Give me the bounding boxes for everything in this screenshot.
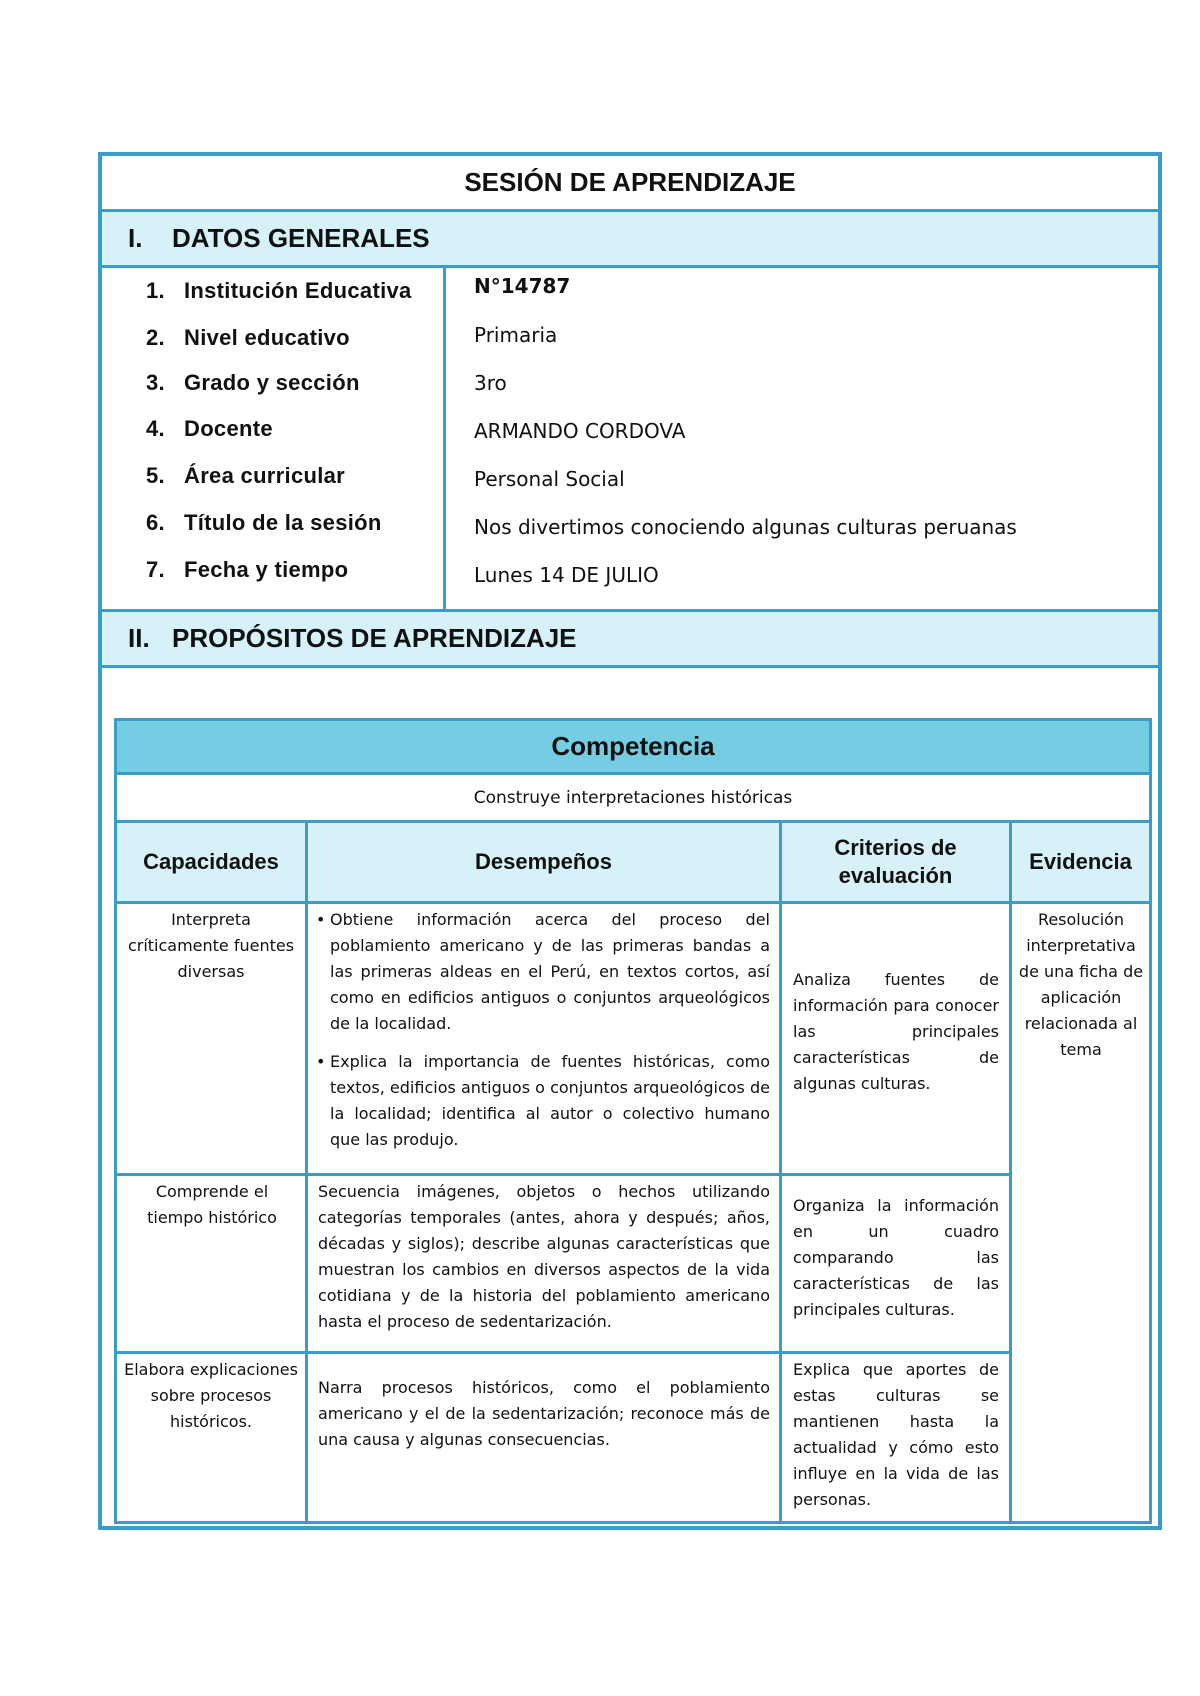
label-titulo: 6. Título de la sesión [146,510,382,535]
grid-line [1009,823,1012,1521]
criterio-cell: Analiza fuentes de información para conocer las principales características de algunas culturas. [793,970,999,1093]
grid-line [117,1173,1012,1176]
criterio-cell: Explica que aportes de estas culturas se mantienen hasta la actualidad y cómo esto influye en la vida de las personas. [793,1360,999,1509]
section-title: DATOS GENERALES [172,223,430,253]
label-fecha: 7. Fecha y tiempo [146,557,349,582]
datos-generales-table [102,268,1158,612]
evidencia-cell: Resolución interpretativa de una ficha de aplicación relacionada al tema [1018,910,1144,1059]
section-number: II. [128,623,150,653]
value-institucion: N°14787 [474,274,571,298]
section-propositos [102,612,1158,668]
grid-line [779,823,782,1521]
desempeno-cell: Secuencia imágenes, objetos o hechos utilizando categorías temporales (antes, ahora y después; años, décadas y siglos); describe algunas características que muestran los cambios en diversos aspectos de la vida cotidiana y de la historia del poblamiento americano hasta el proceso de sedentarización. [318,1182,770,1331]
header-desempenos: Desempeños [308,823,779,901]
label-docente: 4. Docente [146,416,273,441]
section-number: I. [128,223,143,253]
section-title: PROPÓSITOS DE APRENDIZAJE [172,623,577,653]
capacidad-cell: Interpreta críticamente fuentes diversas [127,910,295,981]
competencia-header: Competencia [117,721,1149,775]
session-document [98,152,1162,1530]
desempeno-cell: Narra procesos históricos, como el poblamiento americano y el de la sedentarización; reconoce más de una causa y algunas consecuencias. [318,1378,770,1449]
grid-line [305,823,308,1521]
value-docente: ARMANDO CORDOVA [474,419,686,443]
desempeno-item: • Obtiene información acerca del proceso del poblamiento americano y de las primeras bandas a las primeras aldeas en el Perú, en textos cortos, así como en edificios antiguos o conjuntos arqueológicos de la localidad. [318,907,770,1037]
capacidad-cell: Comprende el tiempo histórico [147,1182,277,1227]
value-grado: 3ro [474,371,507,395]
grid-line [117,901,1149,904]
header-criterios: Criterios de evaluación [782,823,1009,901]
section-datos-generales [102,212,1158,268]
grid-line [117,1351,1012,1354]
competencia-table [114,718,1152,1524]
value-area: Personal Social [474,467,625,491]
desempeno-cell [318,907,770,1153]
document-title: SESIÓN DE APRENDIZAJE [102,156,1158,212]
datos-values [446,268,1158,609]
value-nivel: Primaria [474,323,558,347]
label-area: 5. Área curricular [146,463,346,488]
criterio-cell: Organiza la información en un cuadro comparando las características de las principales culturas. [793,1196,999,1319]
competencia-value: Construye interpretaciones históricas [117,775,1149,823]
capacidad-cell: Elabora explicaciones sobre procesos históricos. [124,1360,298,1431]
header-evidencia: Evidencia [1012,823,1149,901]
header-capacidades: Capacidades [117,823,305,901]
label-nivel: 2. Nivel educativo [146,325,350,350]
desempeno-item: • Explica la importancia de fuentes históricas, como textos, edificios antiguos o conjuntos arqueológicos de la localidad; identifica al autor o colectivo humano que las produjo. [318,1049,770,1153]
value-titulo: Nos divertimos conociendo algunas culturas peruanas [474,515,1017,539]
value-fecha: Lunes 14 DE JULIO [474,563,659,587]
datos-labels [102,268,446,609]
label-grado: 3. Grado y sección [146,370,360,395]
label-institucion: 1. Institución Educativa [146,278,412,303]
